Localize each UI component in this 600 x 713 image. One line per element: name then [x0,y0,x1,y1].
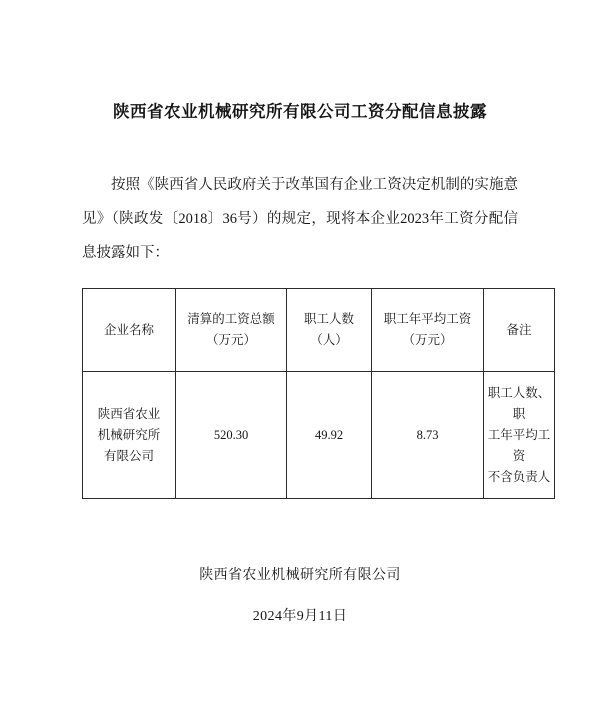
header-staff-count [287,289,372,372]
body-paragraph [82,168,518,270]
cell-note-line3: 不含负责人 [487,469,551,484]
header-average-wage-line1: 职工年平均工资 [383,312,472,326]
signature-date: 2024年9月11日 [252,609,348,624]
header-average-wage-line2: （万元） [402,333,453,347]
header-note: 备注 [484,289,555,372]
wage-disclosure-table [82,288,555,499]
header-total-wage-line2: （万元） [205,333,256,347]
cell-company-name [83,372,176,499]
table-body [83,372,555,499]
cell-note-line2: 工年平均工资 [487,427,551,463]
cell-note [484,372,555,499]
page-title: 陕西省农业机械研究所有限公司工资分配信息披露 [113,102,487,121]
cell-note-line1: 职工人数、职 [487,385,551,421]
cell-company-name-line2: 机械研究所 [97,427,161,442]
signature-organization: 陕西省农业机械研究所有限公司 [199,568,401,583]
header-total-wage-line1: 清算的工资总额 [187,312,275,326]
header-company-name: 企业名称 [83,289,176,372]
signature-block [0,564,600,584]
paragraph-text: 按照《陕西省人民政府关于改革国有企业工资决定机制的实施意见》（陕政发〔2018〕36号）的规定，现将本企业2023年工资分配信息披露如下： [82,177,518,261]
header-average-wage [372,289,484,372]
header-staff-count-line1: 职工人数 [303,312,354,326]
cell-staff-count: 49.92 [287,372,372,499]
header-staff-count-line2: （人） [310,333,348,347]
cell-company-name-line1: 陕西省农业 [97,406,161,421]
table-header-row [83,289,555,372]
table-header [83,289,555,372]
cell-total-wage: 520.30 [176,372,287,499]
header-total-wage [176,289,287,372]
cell-average-wage: 8.73 [372,372,484,499]
table-row [83,372,555,499]
cell-company-name-line3: 有限公司 [103,448,154,463]
